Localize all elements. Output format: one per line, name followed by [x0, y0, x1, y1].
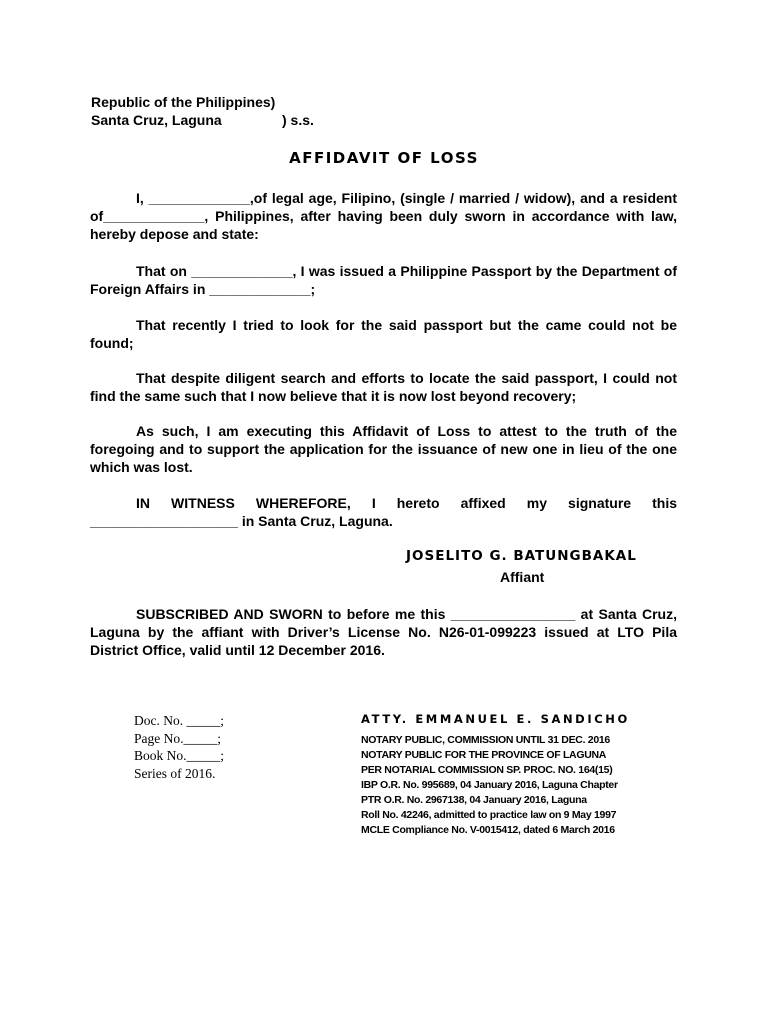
notary-commission: NOTARY PUBLIC, COMMISSION UNTIL 31 DEC. 2016: [361, 734, 610, 746]
header-place: Santa Cruz, Laguna: [91, 112, 222, 128]
doc-no: Doc. No. _____;: [134, 713, 224, 728]
document-title: AFFIDAVIT OF LOSS: [289, 149, 479, 167]
book-no: Book No._____;: [134, 748, 225, 763]
notary-ibp: IBP O.R. No. 995689, 04 January 2016, Laguna Chapter: [361, 779, 618, 791]
affiant-label: Affiant: [500, 569, 545, 585]
affiant-name: JOSELITO G. BATUNGBAKAL: [406, 548, 637, 564]
header-ss: ) s.s.: [282, 112, 314, 128]
paragraph-lost: That despite diligent search and efforts to locate the said passport, I could not find the same such that I now believe that it is now lost beyond recovery;: [90, 370, 677, 404]
paragraph-passport-issued: That on _____________, I was issued a Philippine Passport by the Department of Foreign Affairs in _____________;: [90, 263, 677, 297]
paragraph-purpose: As such, I am executing this Affidavit of Loss to attest to the truth of the foregoing and to support the application for the issuance of new one in lieu of the one which was lost.: [90, 423, 677, 475]
notary-sp-proc: PER NOTARIAL COMMISSION SP. PROC. NO. 164(15): [361, 764, 613, 776]
series-year: Series of 2016.: [134, 765, 216, 781]
paragraph-search: That recently I tried to look for the said passport but the came could not be found;: [90, 317, 677, 351]
notary-roll: Roll No. 42246, admitted to practice law on 9 May 1997: [361, 809, 617, 821]
notary-province: NOTARY PUBLIC FOR THE PROVINCE OF LAGUNA: [361, 749, 607, 761]
paragraph-witness: IN WITNESS WHEREFORE, I hereto affixed my signature this ___________________ in Santa Cruz, Laguna.: [90, 495, 677, 529]
notary-mcle: MCLE Compliance No. V-0015412, dated 6 March 2016: [361, 824, 615, 836]
paragraph-identity: I, _____________,of legal age, Filipino, (single / married / widow), and a resident of_____________, Philippines, after having been duly sworn in accordance with law, hereby depose and state:: [90, 190, 677, 242]
notary-ptr: PTR O.R. No. 2967138, 04 January 2016, Laguna: [361, 794, 587, 806]
notary-credentials: [361, 733, 618, 838]
header-republic: Republic of the Philippines): [91, 94, 276, 110]
notarial-register-block: [134, 712, 224, 782]
notary-name: ATTY. EMMANUEL E. SANDICHO: [361, 712, 630, 726]
page-no: Page No._____;: [134, 730, 221, 746]
header-venue: [91, 111, 391, 129]
jurat-paragraph: SUBSCRIBED AND SWORN to before me this ________________ at Santa Cruz, Laguna by the affiant with Driver’s License No. N26-01-099223 issued at LTO Pila District Office, valid until 12 December 2016.: [90, 606, 677, 658]
